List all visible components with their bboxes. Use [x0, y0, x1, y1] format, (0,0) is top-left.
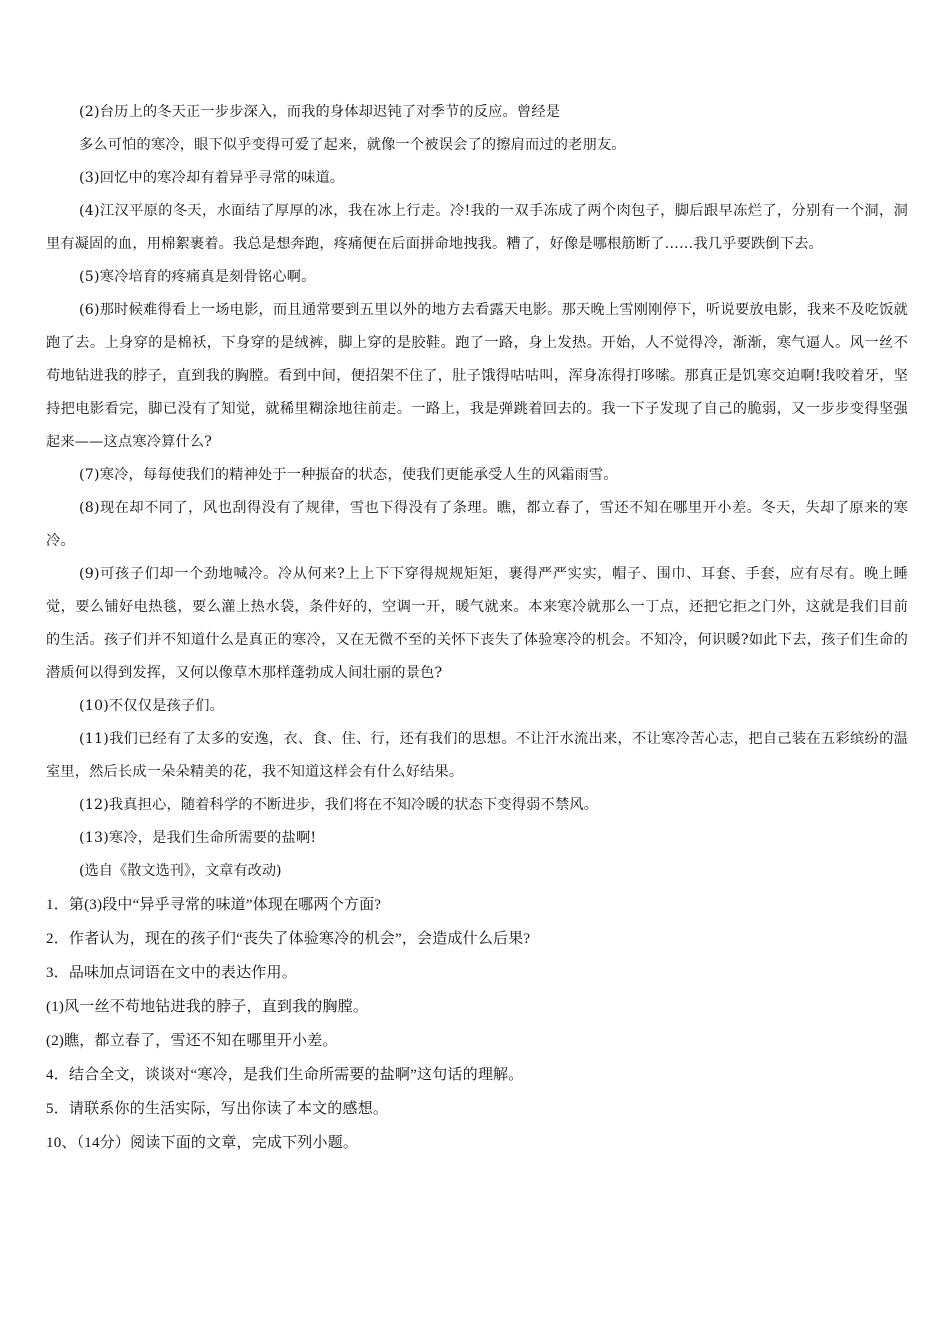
paragraph-3: (3)回忆中的寒冷却有着异乎寻常的味道。 [79, 170, 345, 186]
paragraph-13: (13)寒冷，是我们生命所需要的盐啊! [79, 830, 317, 846]
section-10-heading: 10、（14分）阅读下面的文章，完成下列小题。 [46, 1135, 359, 1151]
paragraph-6: (6)那时候难得看上一场电影，而且通常要到五里以外的地方去看露天电影。那天晚上雪刚刚停下，听说要放电影，我来不及吃饭就跑了去。上身穿的是棉袄，下身穿的是绒裤，脚上穿的是胶鞋。跑了一路，身上发热。开始，人不觉得冷，渐渐，寒气逼人。风一丝不苟地钻进我的脖子，直到我的胸膛。看到中间，便招架不住了，肚子饿得咕咕叫，浑身冻得打哆嗦。那真正是饥寒交迫啊!我咬着牙，坚持把电影看完，脚已没有了知觉，就稀里糊涂地往前走。一路上，我是弹跳着回去的。我一下子发现了自己的脆弱，又一步步变得坚强起来——这点寒冷算什么? [46, 302, 908, 450]
question-1: 1．第(3)段中“异乎寻常的味道”体现在哪两个方面? [46, 897, 382, 913]
question-5: 5．请联系你的生活实际，写出你读了本文的感想。 [46, 1101, 389, 1117]
paragraph-5: (5)寒冷培育的疼痛真是刻骨铭心啊。 [79, 269, 316, 285]
paragraph-2-line-2: 多么可怕的寒冷，眼下似乎变得可爱了起来，就像一个被误会了的擦肩而过的老朋友。 [79, 137, 626, 153]
paragraph-9: (9)可孩子们却一个劲地喊冷。冷从何来?上上下下穿得规规矩矩，裹得严严实实，帽子、围巾、耳套、手套，应有尽有。晚上睡觉，要么铺好电热毯，要么灌上热水袋，条件好的，空调一开，暖气就来。本来寒冷就那么一丁点，还把它拒之门外，这就是我们目前的生活。孩子们并不知道什么是真正的寒冷，又在无微不至的关怀下丧失了体验寒冷的机会。不知冷，何识暖?如此下去，孩子们生命的潜质何以得到发挥，又何以像草木那样蓬勃成人间壮丽的景色? [46, 566, 908, 681]
article-body [46, 96, 908, 1160]
paragraph-7: (7)寒冷，每每使我们的精神处于一种振奋的状态，使我们更能承受人生的风霜雨雪。 [79, 467, 618, 483]
question-2: 2．作者认为，现在的孩子们“丧失了体验寒冷的机会”，会造成什么后果? [46, 931, 531, 947]
paragraph-8: (8)现在却不同了，风也刮得没有了规律，雪也下得没有了条理。瞧，都立春了，雪还不知在哪里开小差。冬天，失却了原来的寒冷。 [46, 500, 908, 549]
article-source: (选自《散文选刊》，文章有改动) [79, 863, 282, 879]
question-4: 4．结合全文，谈谈对“寒冷，是我们生命所需要的盐啊”这句话的理解。 [46, 1067, 524, 1083]
paragraph-12: (12)我真担心，随着科学的不断进步，我们将在不知冷暖的状态下变得弱不禁风。 [79, 797, 599, 813]
question-3-sub-1: (1)风一丝不苟地钻进我的脖子，直到我的胸膛。 [46, 999, 369, 1015]
paragraph-10: (10)不仅仅是孩子们。 [79, 698, 225, 714]
paragraph-2-line-1: (2)台历上的冬天正一步步深入，而我的身体却迟钝了对季节的反应。曾经是 [79, 104, 561, 120]
question-3-sub-2: (2)瞧，都立春了，雪还不知在哪里开小差。 [46, 1033, 338, 1049]
question-3: 3．品味加点词语在文中的表达作用。 [46, 965, 297, 981]
paragraph-4: (4)江汉平原的冬天，水面结了厚厚的冰，我在冰上行走。冷!我的一双手冻成了两个肉包子，脚后跟早冻烂了，分别有一个洞，洞里有凝固的血，用棉絮裹着。我总是想奔跑，疼痛便在后面拼命地拽我。糟了，好像是哪根筋断了……我几乎要跌倒下去。 [46, 203, 908, 252]
question-list [46, 888, 908, 1160]
paragraph-11: (11)我们已经有了太多的安逸，衣、食、住、行，还有我们的思想。不让汗水流出来，不让寒冷苦心志，把自己装在五彩缤纷的温室里，然后长成一朵朵精美的花，我不知道这样会有什么好结果。 [46, 731, 908, 780]
